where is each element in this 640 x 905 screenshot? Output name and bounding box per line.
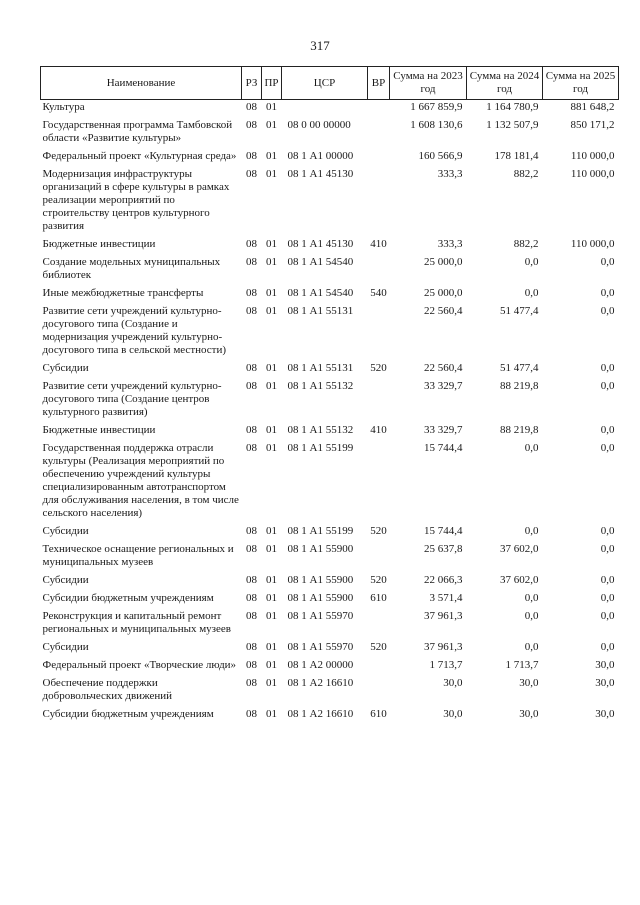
cell-vr <box>368 379 390 423</box>
cell-pr: 01 <box>266 525 277 537</box>
cell-csr: 08 1 А1 55132 <box>287 424 354 436</box>
cell-sum-2024: 882,2 <box>513 238 539 250</box>
cell-sum-2024: 0,0 <box>524 610 539 622</box>
cell-csr: 08 1 А1 54540 <box>287 256 354 268</box>
cell-name: Федеральный проект «Культурная среда» <box>42 150 237 162</box>
cell-name: Субсидии <box>42 362 89 374</box>
cell-sum-2023: 1 608 130,6 <box>410 119 463 131</box>
cell-pr: 01 <box>266 677 277 689</box>
cell-pr: 01 <box>266 150 277 162</box>
cell-csr: 08 1 А1 54540 <box>287 287 354 299</box>
cell-sum-2023: 1 713,7 <box>429 659 463 671</box>
cell-name: Субсидии <box>42 641 89 653</box>
table-row <box>41 573 619 591</box>
cell-csr <box>282 100 368 119</box>
table-row <box>41 237 619 255</box>
cell-name: Реконструкция и капитальный ремонт региональных и муниципальных музеев <box>42 610 231 635</box>
cell-vr <box>368 255 390 286</box>
cell-sum-2025: 0,0 <box>600 592 615 604</box>
cell-sum-2024: 88 219,8 <box>500 380 539 392</box>
cell-sum-2025: 0,0 <box>600 424 615 436</box>
cell-csr: 08 1 А1 00000 <box>287 150 354 162</box>
cell-name: Развитие сети учреждений культурно-досугового типа (Создание центров культурного развития) <box>42 380 222 418</box>
cell-sum-2025: 0,0 <box>600 574 615 586</box>
cell-vr: 520 <box>370 362 387 374</box>
cell-name: Федеральный проект «Творческие люди» <box>42 659 237 671</box>
cell-sum-2025: 0,0 <box>600 256 615 268</box>
table-row <box>41 524 619 542</box>
cell-csr: 08 1 А1 45130 <box>287 238 354 250</box>
cell-pr: 01 <box>266 101 277 113</box>
cell-sum-2024: 1 713,7 <box>505 659 539 671</box>
cell-rz: 08 <box>246 677 257 689</box>
header-csr: ЦСР <box>282 67 368 100</box>
cell-vr <box>368 676 390 707</box>
cell-rz: 08 <box>246 574 257 586</box>
cell-pr: 01 <box>266 442 277 454</box>
cell-csr: 08 1 А1 55970 <box>287 641 354 653</box>
cell-sum-2023: 15 744,4 <box>424 525 463 537</box>
cell-csr: 08 1 А1 55131 <box>287 305 354 317</box>
cell-sum-2024: 178 181,4 <box>494 150 539 162</box>
cell-rz: 08 <box>246 238 257 250</box>
cell-vr <box>368 441 390 524</box>
cell-name: Субсидии бюджетным учреждениям <box>42 592 214 604</box>
cell-sum-2023: 160 566,9 <box>418 150 463 162</box>
table-row <box>41 609 619 640</box>
header-pr: ПР <box>262 67 282 100</box>
cell-sum-2024: 0,0 <box>524 525 539 537</box>
cell-csr: 08 1 А1 55199 <box>287 442 354 454</box>
cell-rz: 08 <box>246 150 257 162</box>
cell-csr: 08 1 А2 00000 <box>287 659 354 671</box>
cell-vr: 520 <box>370 574 387 586</box>
cell-rz: 08 <box>246 362 257 374</box>
cell-name: Создание модельных муниципальных библиотек <box>42 256 221 281</box>
table-row <box>41 676 619 707</box>
cell-sum-2025: 110 000,0 <box>570 168 615 180</box>
cell-vr: 410 <box>370 424 387 436</box>
table-row <box>41 149 619 167</box>
cell-sum-2023: 37 961,3 <box>424 641 463 653</box>
cell-pr: 01 <box>266 287 277 299</box>
cell-csr: 08 1 А1 45130 <box>287 168 354 180</box>
cell-sum-2023: 3 571,4 <box>429 592 463 604</box>
cell-vr: 610 <box>370 592 387 604</box>
table-row <box>41 118 619 149</box>
cell-rz: 08 <box>246 305 257 317</box>
cell-name: Иные межбюджетные трансферты <box>42 287 204 299</box>
cell-sum-2025: 30,0 <box>595 677 615 689</box>
table-row <box>41 591 619 609</box>
cell-sum-2025: 0,0 <box>600 305 615 317</box>
cell-vr <box>368 542 390 573</box>
cell-sum-2023: 22 560,4 <box>424 305 463 317</box>
cell-rz: 08 <box>246 543 257 555</box>
page-number: 317 <box>310 38 330 53</box>
cell-vr: 610 <box>370 708 387 720</box>
cell-name: Субсидии <box>42 574 89 586</box>
cell-sum-2025: 0,0 <box>600 287 615 299</box>
cell-sum-2024: 0,0 <box>524 287 539 299</box>
header-sum-2025: Сумма на 2025 год <box>543 67 619 100</box>
table-row <box>41 304 619 361</box>
cell-csr: 08 1 А1 55970 <box>287 610 354 622</box>
cell-vr <box>368 658 390 676</box>
cell-sum-2023: 30,0 <box>443 677 463 689</box>
cell-sum-2023: 22 560,4 <box>424 362 463 374</box>
cell-sum-2024: 51 477,4 <box>500 362 539 374</box>
cell-csr: 08 1 А2 16610 <box>287 708 354 720</box>
cell-sum-2024: 37 602,0 <box>500 543 539 555</box>
cell-pr: 01 <box>266 305 277 317</box>
cell-sum-2023: 33 329,7 <box>424 380 463 392</box>
cell-sum-2024: 0,0 <box>524 256 539 268</box>
cell-sum-2025: 30,0 <box>595 708 615 720</box>
cell-rz: 08 <box>246 610 257 622</box>
cell-rz: 08 <box>246 442 257 454</box>
cell-sum-2024: 51 477,4 <box>500 305 539 317</box>
cell-name: Государственная поддержка отрасли культуры (Реализация мероприятий по обеспечению учреждений культуры специализированным автотранспортом для обслуживания населения, в том числе сельского населения) <box>42 442 239 519</box>
header-vr: ВР <box>368 67 390 100</box>
cell-csr: 08 1 А1 55131 <box>287 362 354 374</box>
table-row <box>41 640 619 658</box>
table-row <box>41 379 619 423</box>
cell-rz: 08 <box>246 592 257 604</box>
cell-rz: 08 <box>246 287 257 299</box>
cell-vr <box>368 100 390 119</box>
cell-sum-2024: 30,0 <box>519 677 539 689</box>
cell-sum-2024: 0,0 <box>524 641 539 653</box>
cell-sum-2025: 850 171,2 <box>570 119 615 131</box>
cell-pr: 01 <box>266 659 277 671</box>
cell-rz: 08 <box>246 525 257 537</box>
cell-sum-2025: 0,0 <box>600 610 615 622</box>
table-row <box>41 255 619 286</box>
cell-name: Техническое оснащение региональных и муниципальных музеев <box>42 543 234 568</box>
table-row <box>41 542 619 573</box>
cell-name: Бюджетные инвестиции <box>42 238 156 250</box>
cell-sum-2023: 25 637,8 <box>424 543 463 555</box>
cell-sum-2023: 37 961,3 <box>424 610 463 622</box>
cell-csr: 08 1 А1 55199 <box>287 525 354 537</box>
cell-sum-2024: 0,0 <box>524 442 539 454</box>
table-row <box>41 100 619 119</box>
cell-name: Субсидии бюджетным учреждениям <box>42 708 214 720</box>
cell-name: Модернизация инфраструктуры организаций в сфере культуры в рамках реализации мероприятий по строительству центров культурного развития <box>42 168 230 232</box>
cell-name: Развитие сети учреждений культурно-досугового типа (Создание и модернизация учреждений культурно-досугового типа в сельской местности) <box>42 305 227 356</box>
budget-table <box>40 66 619 725</box>
cell-pr: 01 <box>266 256 277 268</box>
cell-vr <box>368 304 390 361</box>
cell-csr: 08 0 00 00000 <box>287 119 351 131</box>
cell-sum-2024: 1 132 507,9 <box>486 119 539 131</box>
cell-sum-2025: 0,0 <box>600 442 615 454</box>
cell-csr: 08 1 А1 55900 <box>287 543 354 555</box>
cell-rz: 08 <box>246 708 257 720</box>
cell-pr: 01 <box>266 610 277 622</box>
header-rz: РЗ <box>242 67 262 100</box>
cell-name: Обеспечение поддержки добровольческих движений <box>42 677 173 702</box>
cell-pr: 01 <box>266 168 277 180</box>
cell-sum-2024: 30,0 <box>519 708 539 720</box>
cell-sum-2025: 881 648,2 <box>570 101 615 113</box>
cell-pr: 01 <box>266 362 277 374</box>
header-sum-2023: Сумма на 2023 год <box>390 67 467 100</box>
cell-name: Субсидии <box>42 525 89 537</box>
cell-pr: 01 <box>266 238 277 250</box>
cell-sum-2025: 30,0 <box>595 659 615 671</box>
cell-sum-2023: 25 000,0 <box>424 287 463 299</box>
cell-vr: 410 <box>370 238 387 250</box>
cell-rz: 08 <box>246 101 257 113</box>
cell-rz: 08 <box>246 380 257 392</box>
cell-vr: 520 <box>370 641 387 653</box>
cell-rz: 08 <box>246 659 257 671</box>
cell-pr: 01 <box>266 543 277 555</box>
cell-sum-2025: 0,0 <box>600 525 615 537</box>
cell-vr <box>368 118 390 149</box>
table-row <box>41 286 619 304</box>
cell-sum-2024: 37 602,0 <box>500 574 539 586</box>
cell-pr: 01 <box>266 424 277 436</box>
cell-pr: 01 <box>266 592 277 604</box>
cell-csr: 08 1 А1 55900 <box>287 592 354 604</box>
table-row <box>41 423 619 441</box>
cell-rz: 08 <box>246 424 257 436</box>
cell-sum-2025: 0,0 <box>600 543 615 555</box>
cell-sum-2023: 30,0 <box>443 708 463 720</box>
cell-name: Культура <box>42 101 85 113</box>
table-row <box>41 658 619 676</box>
cell-vr: 540 <box>370 287 387 299</box>
cell-sum-2023: 333,3 <box>437 168 463 180</box>
table-row <box>41 707 619 725</box>
cell-vr <box>368 609 390 640</box>
table-row <box>41 441 619 524</box>
cell-sum-2023: 25 000,0 <box>424 256 463 268</box>
cell-pr: 01 <box>266 574 277 586</box>
cell-sum-2025: 0,0 <box>600 380 615 392</box>
cell-pr: 01 <box>266 708 277 720</box>
cell-vr <box>368 167 390 237</box>
cell-sum-2024: 882,2 <box>513 168 539 180</box>
cell-sum-2023: 333,3 <box>437 238 463 250</box>
cell-sum-2023: 33 329,7 <box>424 424 463 436</box>
cell-name: Государственная программа Тамбовской области «Развитие культуры» <box>42 119 233 144</box>
cell-sum-2024: 88 219,8 <box>500 424 539 436</box>
cell-vr <box>368 149 390 167</box>
cell-pr: 01 <box>266 119 277 131</box>
cell-vr: 520 <box>370 525 387 537</box>
table-row <box>41 361 619 379</box>
table-row <box>41 167 619 237</box>
cell-name: Бюджетные инвестиции <box>42 424 156 436</box>
cell-sum-2024: 1 164 780,9 <box>486 101 539 113</box>
header-name: Наименование <box>41 67 242 100</box>
cell-pr: 01 <box>266 380 277 392</box>
cell-sum-2025: 110 000,0 <box>570 238 615 250</box>
cell-sum-2025: 0,0 <box>600 641 615 653</box>
cell-sum-2023: 1 667 859,9 <box>410 101 463 113</box>
cell-csr: 08 1 А1 55900 <box>287 574 354 586</box>
cell-sum-2023: 15 744,4 <box>424 442 463 454</box>
cell-rz: 08 <box>246 168 257 180</box>
cell-csr: 08 1 А1 55132 <box>287 380 354 392</box>
cell-rz: 08 <box>246 641 257 653</box>
cell-sum-2025: 0,0 <box>600 362 615 374</box>
cell-sum-2025: 110 000,0 <box>570 150 615 162</box>
cell-csr: 08 1 А2 16610 <box>287 677 354 689</box>
cell-sum-2024: 0,0 <box>524 592 539 604</box>
header-sum-2024: Сумма на 2024 год <box>467 67 543 100</box>
table-body <box>41 100 619 726</box>
cell-rz: 08 <box>246 119 257 131</box>
table-header-row <box>41 67 619 100</box>
cell-rz: 08 <box>246 256 257 268</box>
cell-sum-2023: 22 066,3 <box>424 574 463 586</box>
cell-pr: 01 <box>266 641 277 653</box>
